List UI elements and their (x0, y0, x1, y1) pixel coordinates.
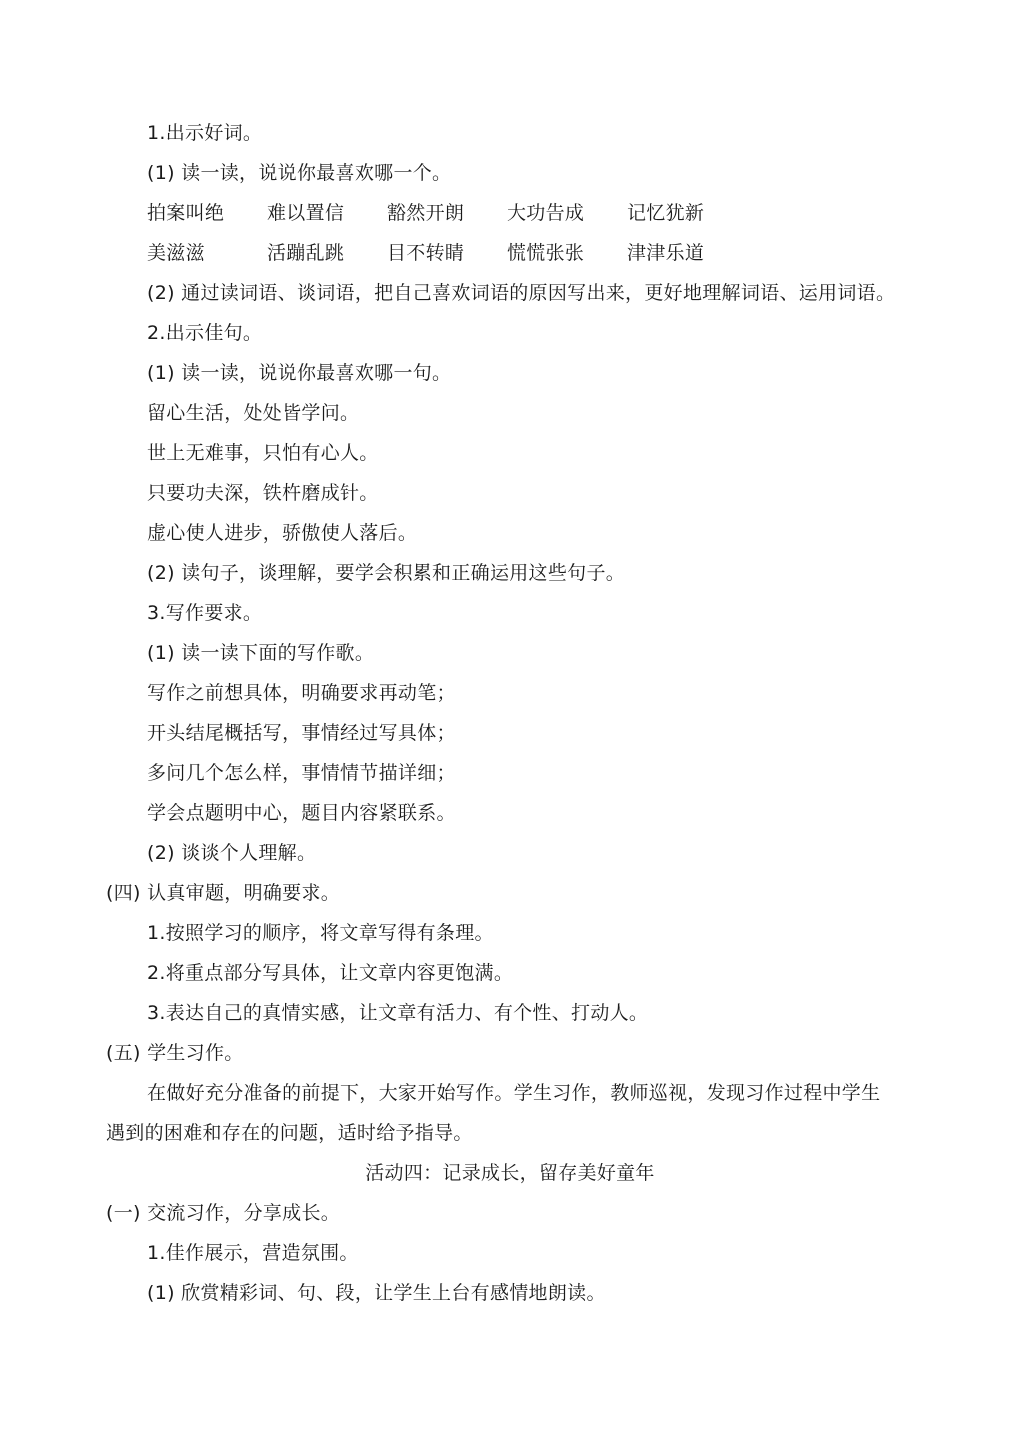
word-item: 拍案叫绝 (147, 202, 225, 224)
word-list-row-1 (147, 201, 847, 225)
sub-item-read-sentences: (1) 读一读，说说你最喜欢哪一句。 (147, 362, 452, 384)
list-item: 1.按照学习的顺序，将文章写得有条理。 (147, 922, 494, 944)
song-line: 开头结尾概括写，事情经过写具体； (147, 722, 456, 744)
activity-title: 活动四：记录成长，留存美好童年 (365, 1162, 655, 1184)
sentence-line: 只要功夫深，铁杵磨成针。 (147, 482, 379, 504)
sentence-line: 虚心使人进步，骄傲使人落后。 (147, 522, 418, 544)
song-line: 学会点题明中心，题目内容紧联系。 (147, 802, 456, 824)
sentence-line: 世上无难事，只怕有心人。 (147, 442, 379, 464)
paragraph-line: 在做好充分准备的前提下，大家开始写作。学生习作，教师巡视，发现习作过程中学生 (147, 1082, 881, 1104)
item-show-good-words: 1.出示好词。 (147, 122, 263, 144)
word-item: 慌慌张张 (507, 242, 585, 264)
section-heading-5: (五) 学生习作。 (106, 1042, 244, 1064)
word-item: 美滋滋 (147, 242, 205, 264)
word-item: 大功告成 (507, 202, 585, 224)
word-item: 豁然开朗 (387, 202, 465, 224)
word-item: 记忆犹新 (627, 202, 705, 224)
paragraph-line: 遇到的困难和存在的问题，适时给予指导。 (106, 1122, 473, 1144)
list-item: 3.表达自己的真情实感，让文章有活力、有个性、打动人。 (147, 1002, 649, 1024)
sub-item-read-words: (1) 读一读，说说你最喜欢哪一个。 (147, 162, 452, 184)
item-writing-requirements: 3.写作要求。 (147, 602, 263, 624)
word-list-row-2 (147, 241, 847, 265)
word-item: 目不转睛 (387, 242, 465, 264)
sub-item-understand-sentences: (2) 读句子，谈理解，要学会积累和正确运用这些句子。 (147, 562, 626, 584)
word-item: 活蹦乱跳 (267, 242, 345, 264)
item-show-good-sentences: 2.出示佳句。 (147, 322, 263, 344)
list-item: 2.将重点部分写具体，让文章内容更饱满。 (147, 962, 514, 984)
sub-item-discuss-words: (2) 通过读词语、谈词语，把自己喜欢词语的原因写出来，更好地理解词语、运用词语。 (147, 282, 896, 304)
word-item: 津津乐道 (627, 242, 705, 264)
song-line: 写作之前想具体，明确要求再动笔； (147, 682, 456, 704)
sub-item-personal-understanding: (2) 谈谈个人理解。 (147, 842, 317, 864)
sub-item-appreciate: (1) 欣赏精彩词、句、段，让学生上台有感情地朗读。 (147, 1282, 606, 1304)
sub-item-writing-song: (1) 读一读下面的写作歌。 (147, 642, 375, 664)
section-heading-4: (四) 认真审题，明确要求。 (106, 882, 341, 904)
sentence-line: 留心生活，处处皆学问。 (147, 402, 360, 424)
song-line: 多问几个怎么样，事情情节描详细； (147, 762, 456, 784)
item-showcase: 1.佳作展示，营造氛围。 (147, 1242, 359, 1264)
word-item: 难以置信 (267, 202, 345, 224)
section-heading-1: (一) 交流习作，分享成长。 (106, 1202, 341, 1224)
